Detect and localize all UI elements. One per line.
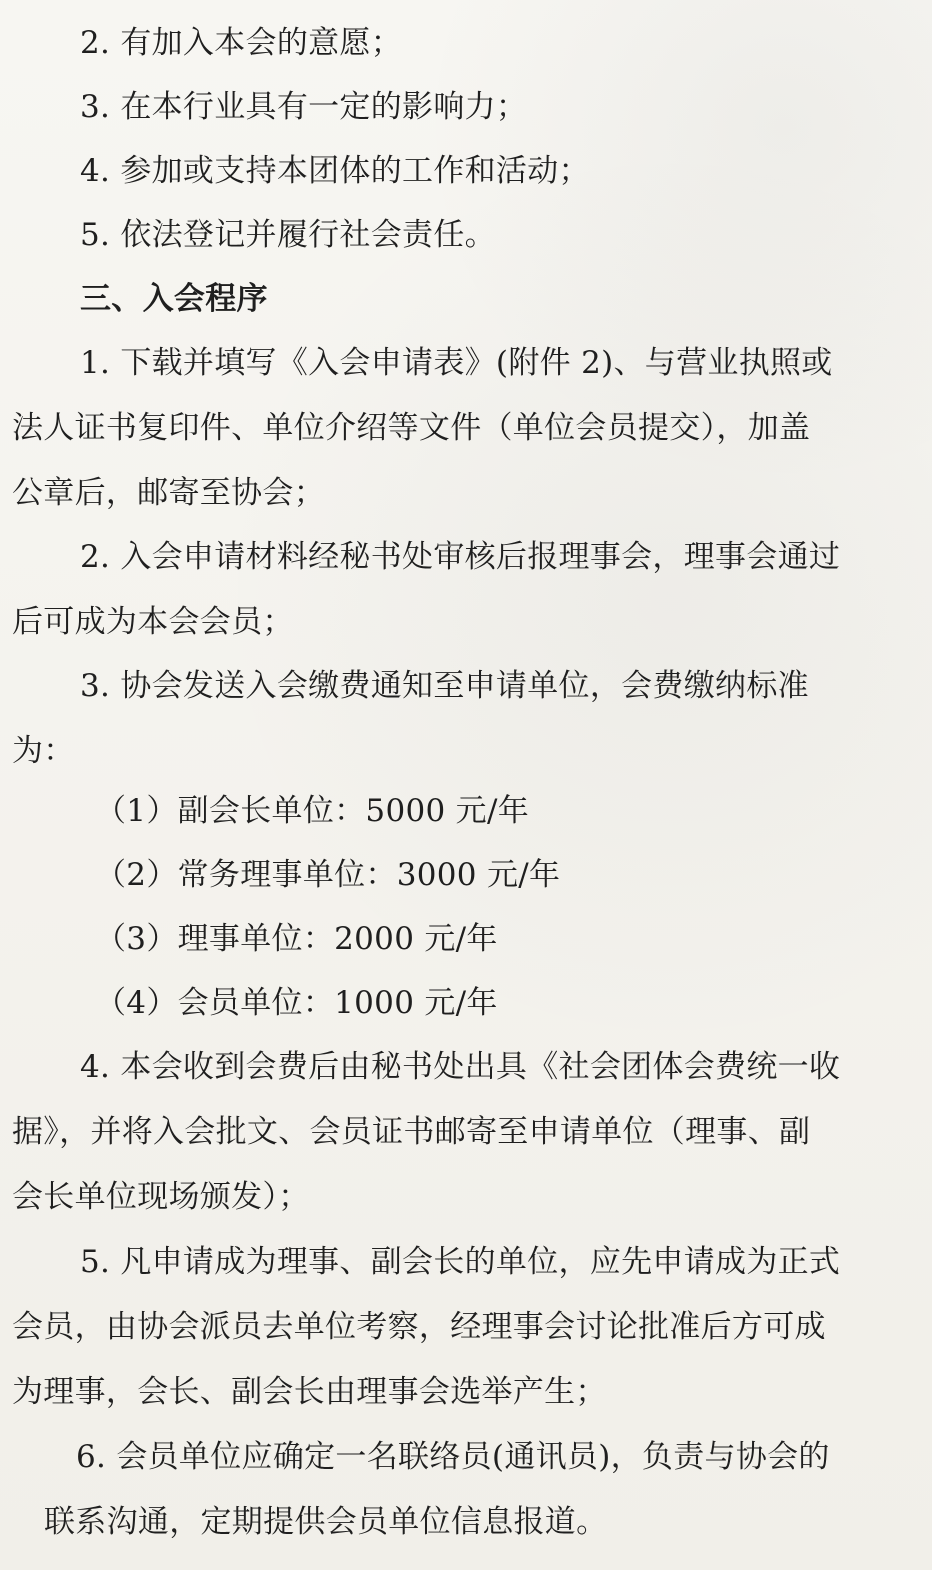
fee-item-1: （1）副会长单位：5000 元/年: [95, 793, 530, 829]
procedure-6-line-1: 6. 会员单位应确定一名联络员(通讯员)，负责与协会的: [76, 1439, 830, 1475]
procedure-5-line-3: 为理事，会长、副会长由理事会选举产生；: [12, 1374, 607, 1410]
procedure-2-line-1: 2. 入会申请材料经秘书处审核后报理事会，理事会通过: [80, 539, 841, 575]
fee-item-2: （2）常务理事单位：3000 元/年: [95, 857, 561, 893]
procedure-1-line-1: 1. 下载并填写《入会申请表》(附件 2)、与营业执照或: [80, 345, 833, 381]
requirement-4: 4. 参加或支持本团体的工作和活动；: [80, 153, 590, 189]
section-heading: 三、入会程序: [80, 281, 268, 317]
procedure-2-line-2: 后可成为本会会员；: [12, 604, 294, 640]
procedure-4-line-2: 据》，并将入会批文、会员证书邮寄至申请单位（理事、副: [12, 1114, 811, 1150]
procedure-4-line-1: 4. 本会收到会费后由秘书处出具《社会团体会费统一收: [80, 1049, 841, 1085]
requirement-5: 5. 依法登记并履行社会责任。: [80, 217, 496, 253]
procedure-6-line-2: 联系沟通，定期提供会员单位信息报道。: [44, 1504, 608, 1540]
requirement-2: 2. 有加入本会的意愿；: [80, 25, 403, 61]
procedure-3-line-1: 3. 协会发送入会缴费通知至申请单位，会费缴纳标准: [80, 668, 809, 704]
procedure-4-line-3: 会长单位现场颁发）；: [12, 1179, 310, 1215]
procedure-3-line-2: 为：: [12, 733, 75, 769]
fee-item-3: （3）理事单位：2000 元/年: [95, 921, 498, 957]
procedure-1-line-2: 法人证书复印件、单位介绍等文件（单位会员提交），加盖: [12, 410, 811, 446]
procedure-5-line-1: 5. 凡申请成为理事、副会长的单位，应先申请成为正式: [80, 1244, 841, 1280]
requirement-3: 3. 在本行业具有一定的影响力；: [80, 89, 528, 125]
procedure-5-line-2: 会员，由协会派员去单位考察，经理事会讨论批准后方可成: [12, 1309, 826, 1345]
procedure-1-line-3: 公章后，邮寄至协会；: [12, 475, 325, 511]
fee-item-4: （4）会员单位：1000 元/年: [95, 985, 498, 1021]
